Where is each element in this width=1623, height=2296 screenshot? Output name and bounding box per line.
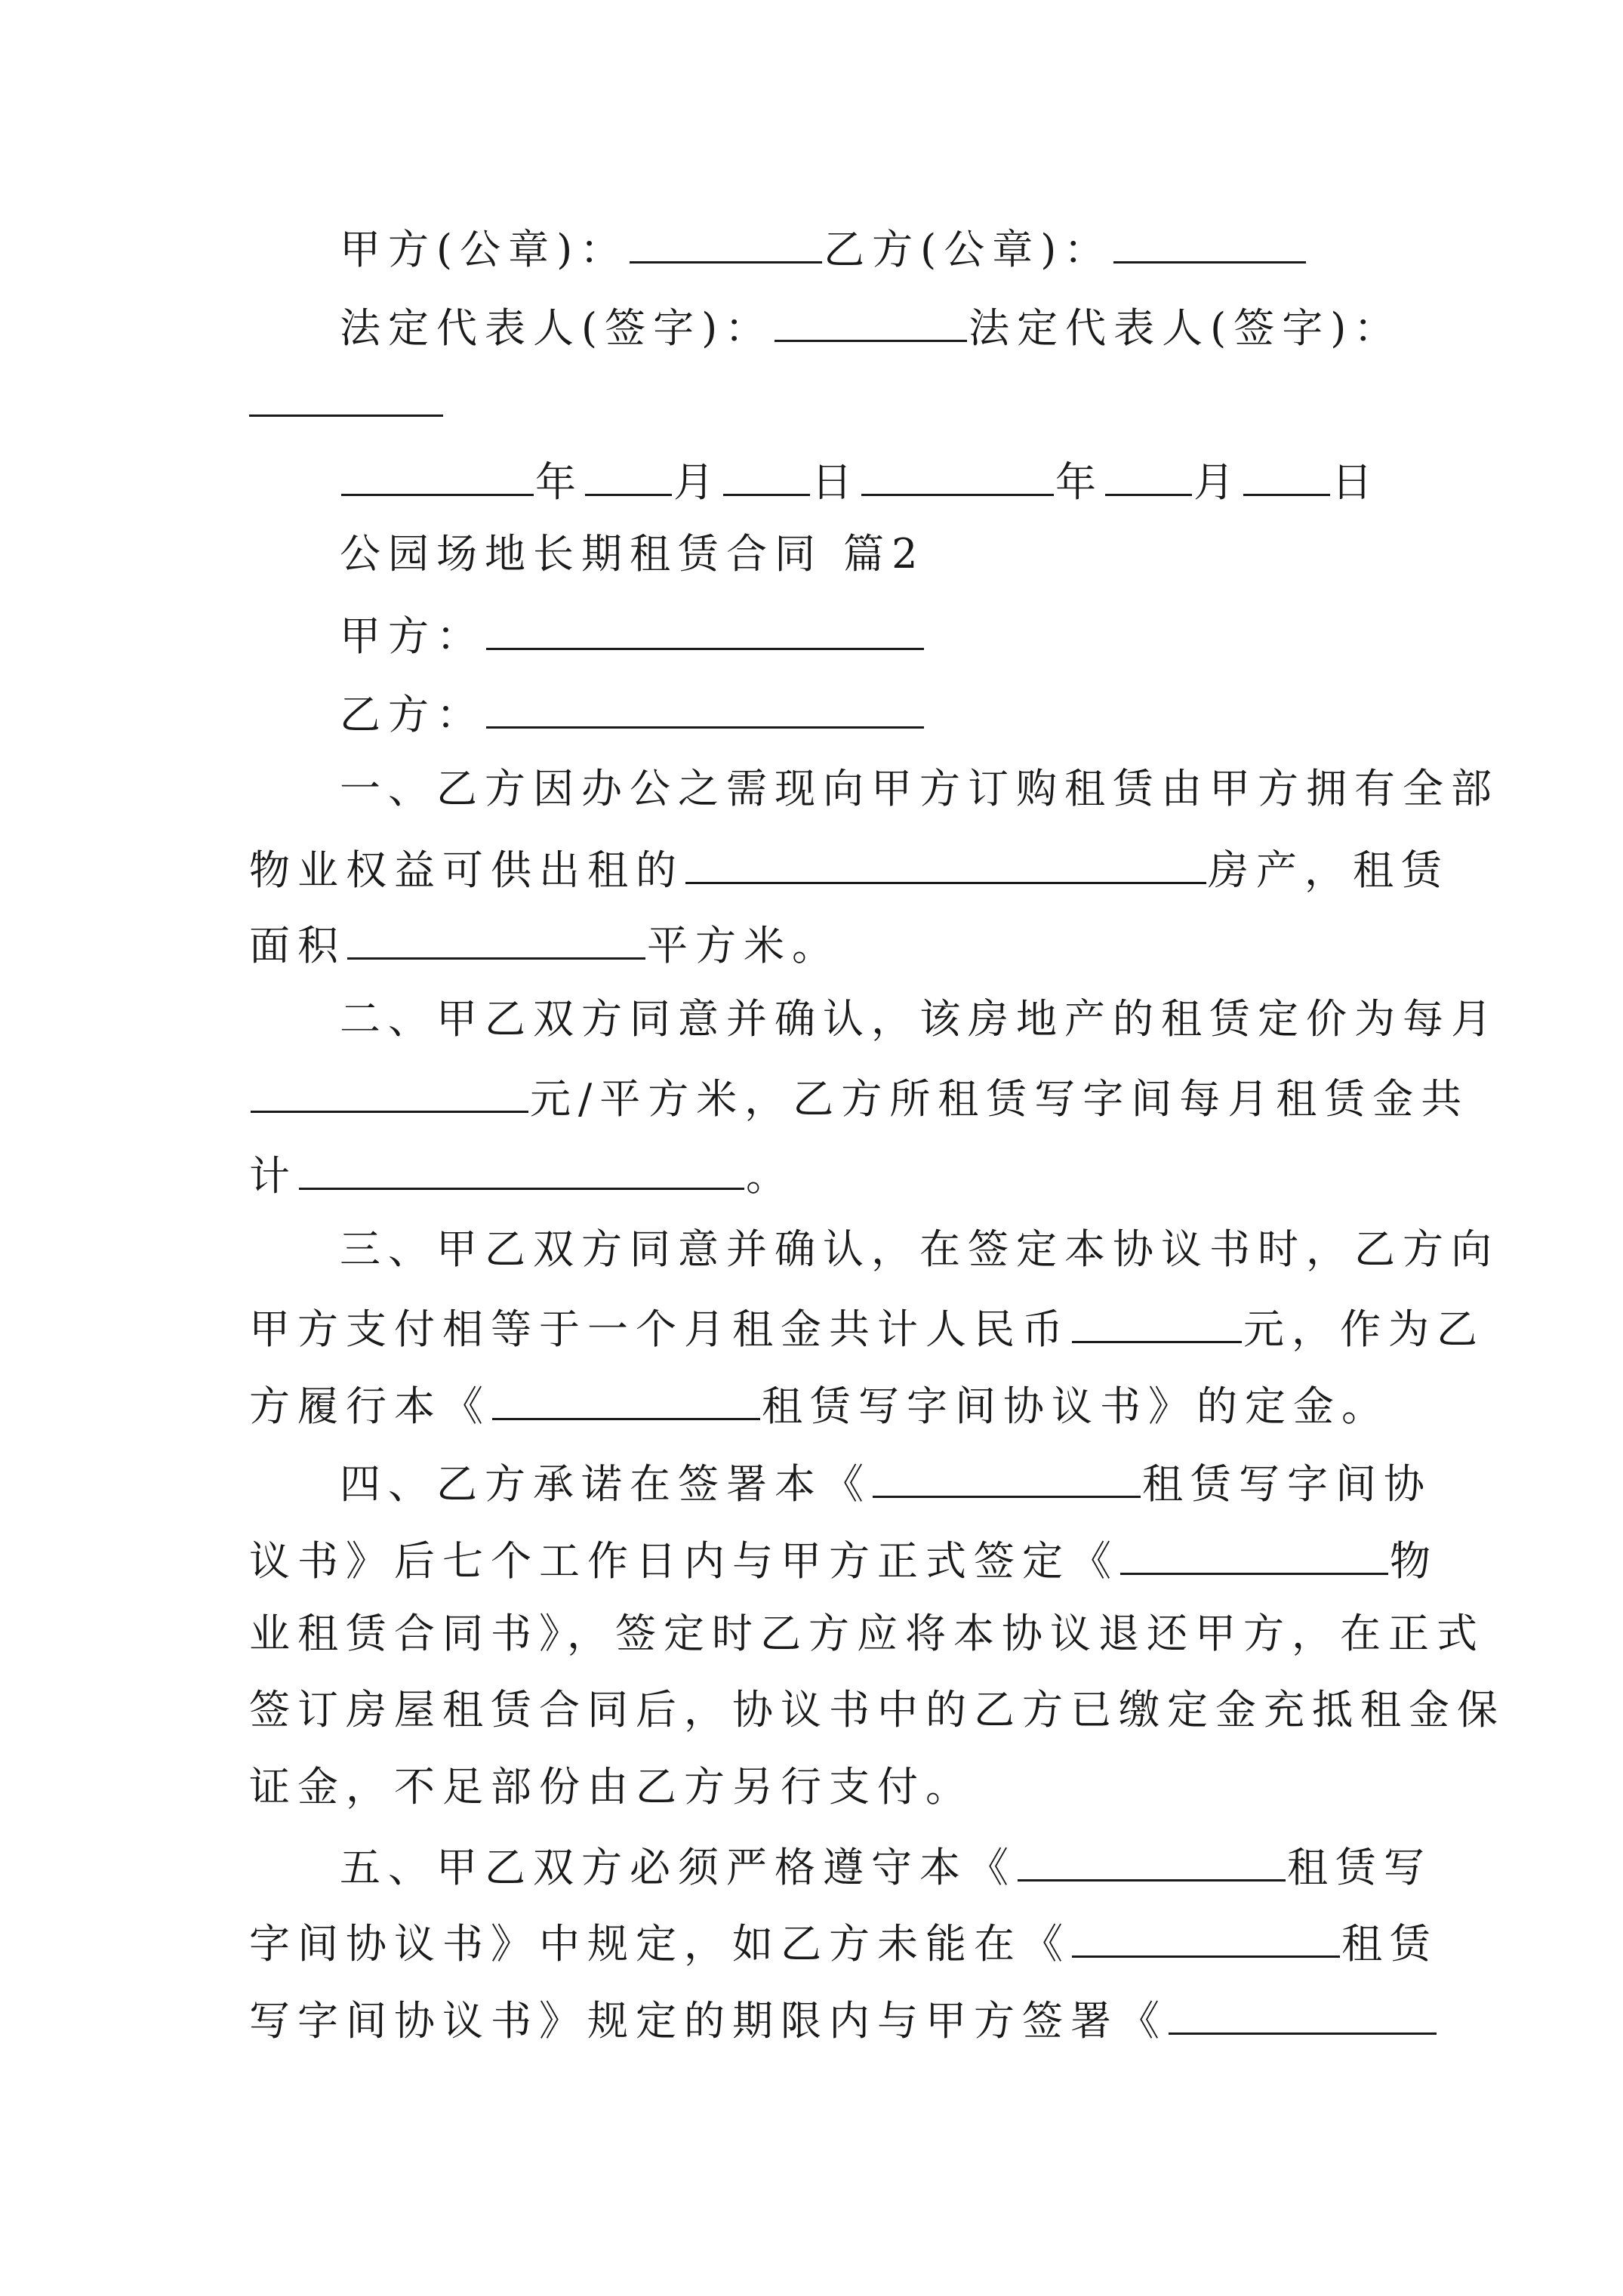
- party-b-seal-label: 乙方(公章)：: [824, 226, 1113, 273]
- agreement-name-blank-1: [492, 1376, 760, 1420]
- clause-2-line-1: 二、甲乙双方同意并确认，该房地产的租赁定价为每月: [340, 995, 1499, 1043]
- party-a-label: 甲方：: [340, 612, 485, 660]
- day-b-label: 日: [1332, 458, 1380, 506]
- seal-line: [340, 219, 1472, 272]
- clause-5-text-b: 租赁写: [1287, 1844, 1432, 1891]
- party-a-seal-blank: [630, 219, 822, 264]
- clause-1-area-unit: 平方米。: [647, 922, 840, 969]
- clause-1-text-b: 房产，租赁: [1208, 846, 1449, 894]
- clause-2-text: 元/平方米，乙方所租赁写字间每月租赁金共: [530, 1075, 1470, 1123]
- clause-1-text-a: 物业权益可供出租的: [249, 846, 684, 894]
- agreement-name-blank-2: [873, 1453, 1141, 1498]
- clause-4-line-5: 证金，不足部份由乙方另行支付。: [249, 1763, 974, 1811]
- year-a-blank: [341, 451, 534, 496]
- year-b-blank: [861, 451, 1054, 496]
- agreement-name-blank-5: [1169, 1990, 1437, 2035]
- day-a-blank: [723, 451, 810, 496]
- clause-5-line-3: [249, 1990, 1381, 2043]
- party-b-seal-blank: [1113, 219, 1306, 264]
- agreement-name-blank-4: [1072, 1913, 1340, 1958]
- deposit-blank: [1072, 1299, 1242, 1343]
- clause-5-text-e: 写字间协议书》规定的期限内与甲方签署《: [249, 1997, 1167, 2045]
- day-a-label: 日: [812, 458, 860, 506]
- clause-5-line-1: [340, 1837, 1472, 1890]
- party-a-line: [340, 606, 1472, 658]
- clause-4-line-4: 签订房屋租赁合同后，协议书中的乙方已缴定金充抵租金保: [249, 1686, 1505, 1734]
- lease-contract-blank: [1120, 1530, 1388, 1575]
- party-b-blank: [486, 684, 924, 729]
- legal-rep-a-blank: [775, 297, 967, 342]
- clause-3-text-c: 方履行本《: [249, 1382, 491, 1430]
- clause-5-text-c: 字间协议书》中规定，如乙方未能在《: [249, 1920, 1070, 1968]
- clause-4-line-3: 业租赁合同书》，签定时乙方应将本协议退还甲方，在正式: [249, 1610, 1485, 1657]
- total-rent-blank: [299, 1145, 744, 1190]
- clause-3-line-2: [249, 1299, 1485, 1353]
- clause-5-line-2: [249, 1913, 1438, 1968]
- party-b-label: 乙方：: [340, 691, 485, 738]
- year-a-label: 年: [535, 458, 584, 506]
- legal-rep-line: [340, 297, 1472, 350]
- party-a-seal-label: 甲方(公章)：: [340, 226, 629, 273]
- clause-2-total-label: 计: [249, 1152, 297, 1200]
- clause-2-line-3: [249, 1145, 1381, 1198]
- clause-5-text-a: 五、甲乙双方必须严格遵守本《: [340, 1844, 1016, 1891]
- clause-4-text-d: 物: [1390, 1537, 1438, 1585]
- clause-4-text-c: 议书》后七个工作日内与甲方正式签定《: [249, 1537, 1119, 1585]
- property-blank: [685, 840, 1206, 884]
- contract-title: 公园场地长期租赁合同 篇2: [340, 530, 925, 578]
- legal-rep-b-blank: [249, 415, 443, 417]
- date-line: [340, 451, 1472, 504]
- clause-4-line-1: [340, 1453, 1472, 1506]
- year-b-label: 年: [1055, 458, 1104, 506]
- clause-4-line-2: [249, 1530, 1438, 1585]
- clause-3-line-1: 三、甲乙双方同意并确认，在签定本协议书时，乙方向: [340, 1225, 1499, 1273]
- clause-3-text-b: 元，作为乙: [1243, 1305, 1485, 1353]
- party-b-line: [340, 684, 1472, 737]
- day-b-blank: [1243, 451, 1330, 496]
- clause-1-line-3: [249, 915, 1381, 968]
- clause-3-text-a: 甲方支付相等于一个月租金共计人民币: [249, 1305, 1070, 1353]
- clause-3-text-d: 租赁写字间协议书》的定金。: [762, 1382, 1390, 1430]
- clause-1-line-2: [249, 840, 1449, 894]
- agreement-name-blank-3: [1018, 1837, 1286, 1881]
- clause-4-text-b: 租赁写字间协: [1142, 1460, 1432, 1508]
- party-a-blank: [486, 606, 924, 650]
- clause-4-text-a: 四、乙方承诺在签署本《: [340, 1460, 871, 1508]
- clause-1-line-1: 一、乙方因办公之需现向甲方订购租赁由甲方拥有全部: [340, 765, 1499, 812]
- area-blank: [347, 915, 645, 960]
- month-b-blank: [1105, 451, 1192, 496]
- clause-5-text-d: 租赁: [1341, 1920, 1438, 1968]
- legal-rep-b-label: 法定代表人(签字)：: [969, 304, 1403, 352]
- legal-rep-a-label: 法定代表人(签字)：: [340, 304, 774, 352]
- month-a-blank: [585, 451, 672, 496]
- month-b-label: 月: [1193, 458, 1242, 506]
- clause-1-area-label: 面积: [249, 922, 346, 969]
- clause-2-end: 。: [746, 1152, 794, 1200]
- unit-price-blank: [251, 1068, 528, 1113]
- clause-3-line-3: [249, 1376, 1390, 1430]
- clause-2-line-2: [249, 1068, 1470, 1123]
- month-a-label: 月: [673, 458, 722, 506]
